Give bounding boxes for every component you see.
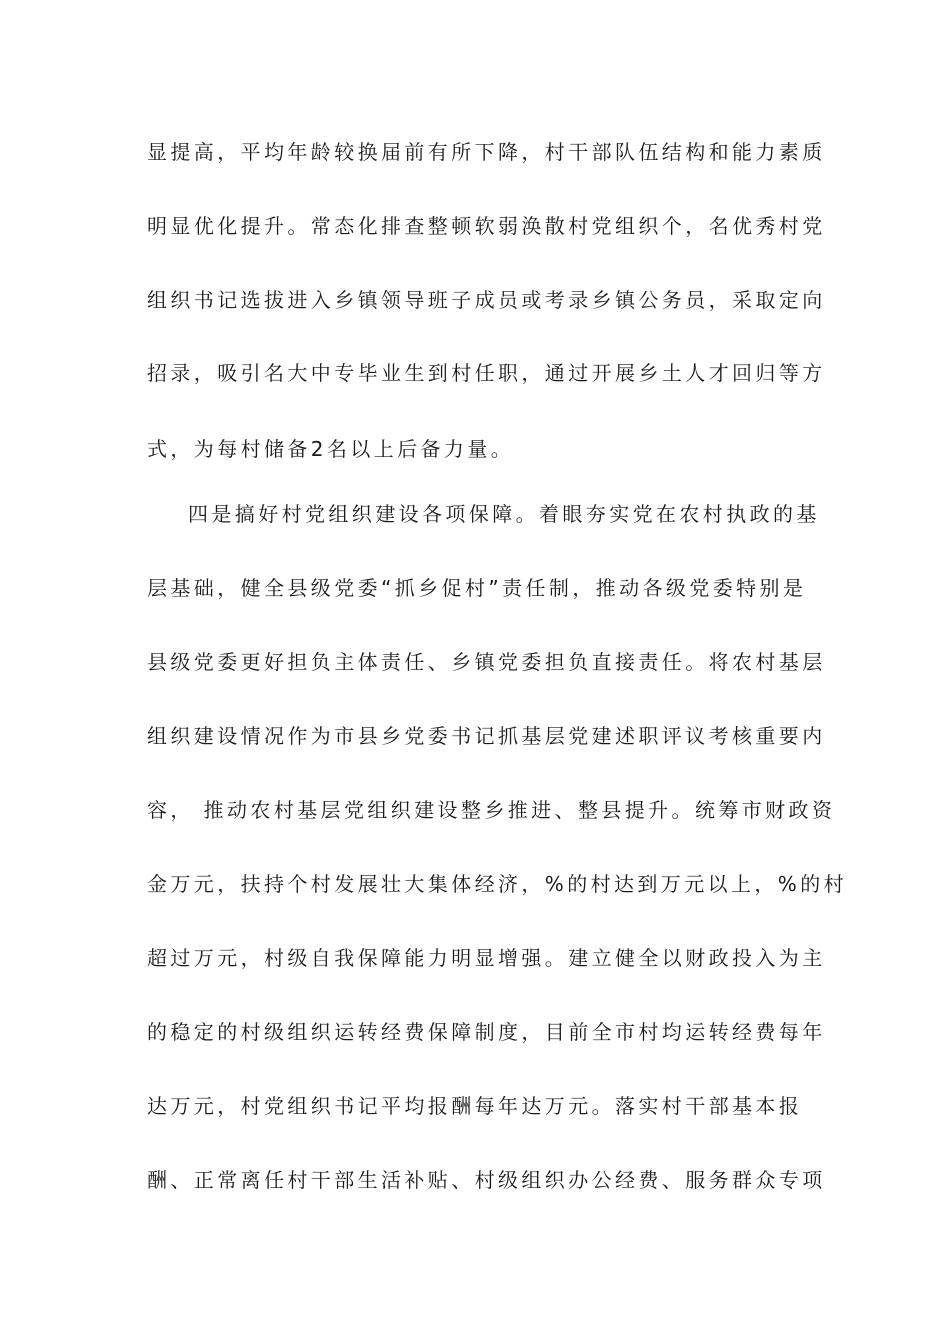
text-line: 的稳定的村级组织运转经费保障制度，目前全市村均运转经费每年 bbox=[147, 1020, 826, 1044]
text-line: 式，为每村储备2名以上后备力量。 bbox=[147, 437, 515, 461]
text-line: 显提高，平均年龄较换届前有所下降，村干部队伍结构和能力素质 bbox=[147, 140, 826, 164]
text-line: 酬、正常离任村干部生活补贴、村级组织办公经费、服务群众专项 bbox=[147, 1168, 826, 1192]
text-line: 金万元，扶持个村发展壮大集体经济，%的村达到万元以上，%的村 bbox=[147, 872, 848, 896]
text-line: 组织建设情况作为市县乡党委书记抓基层党建述职评议考核重要内 bbox=[147, 724, 826, 748]
text-line: 明显优化提升。常态化排查整顿软弱涣散村党组织个，名优秀村党 bbox=[147, 214, 826, 238]
text-line: 超过万元，村级自我保障能力明显增强。建立健全以财政投入为主 bbox=[147, 946, 826, 970]
text-line: 层基础，健全县级党委“抓乡促村”责任制，推动各级党委特别是 bbox=[147, 576, 807, 600]
text-line: 容， 推动农村基层党组织建设整乡推进、整县提升。统筹市财政资 bbox=[147, 798, 836, 822]
text-line: 达万元，村党组织书记平均报酬每年达万元。落实村干部基本报 bbox=[147, 1094, 803, 1118]
text-line: 组织书记选拔进入乡镇领导班子成员或考录乡镇公务员，采取定向 bbox=[147, 288, 826, 312]
paragraph-start-line: 四是搞好村党组织建设各项保障。着眼夯实党在农村执政的基 bbox=[188, 502, 820, 526]
text-line: 招录，吸引名大中专毕业生到村任职，通过开展乡土人才回归等方 bbox=[147, 361, 826, 385]
text-line: 县级党委更好担负主体责任、乡镇党委担负直接责任。将农村基层 bbox=[147, 650, 826, 674]
